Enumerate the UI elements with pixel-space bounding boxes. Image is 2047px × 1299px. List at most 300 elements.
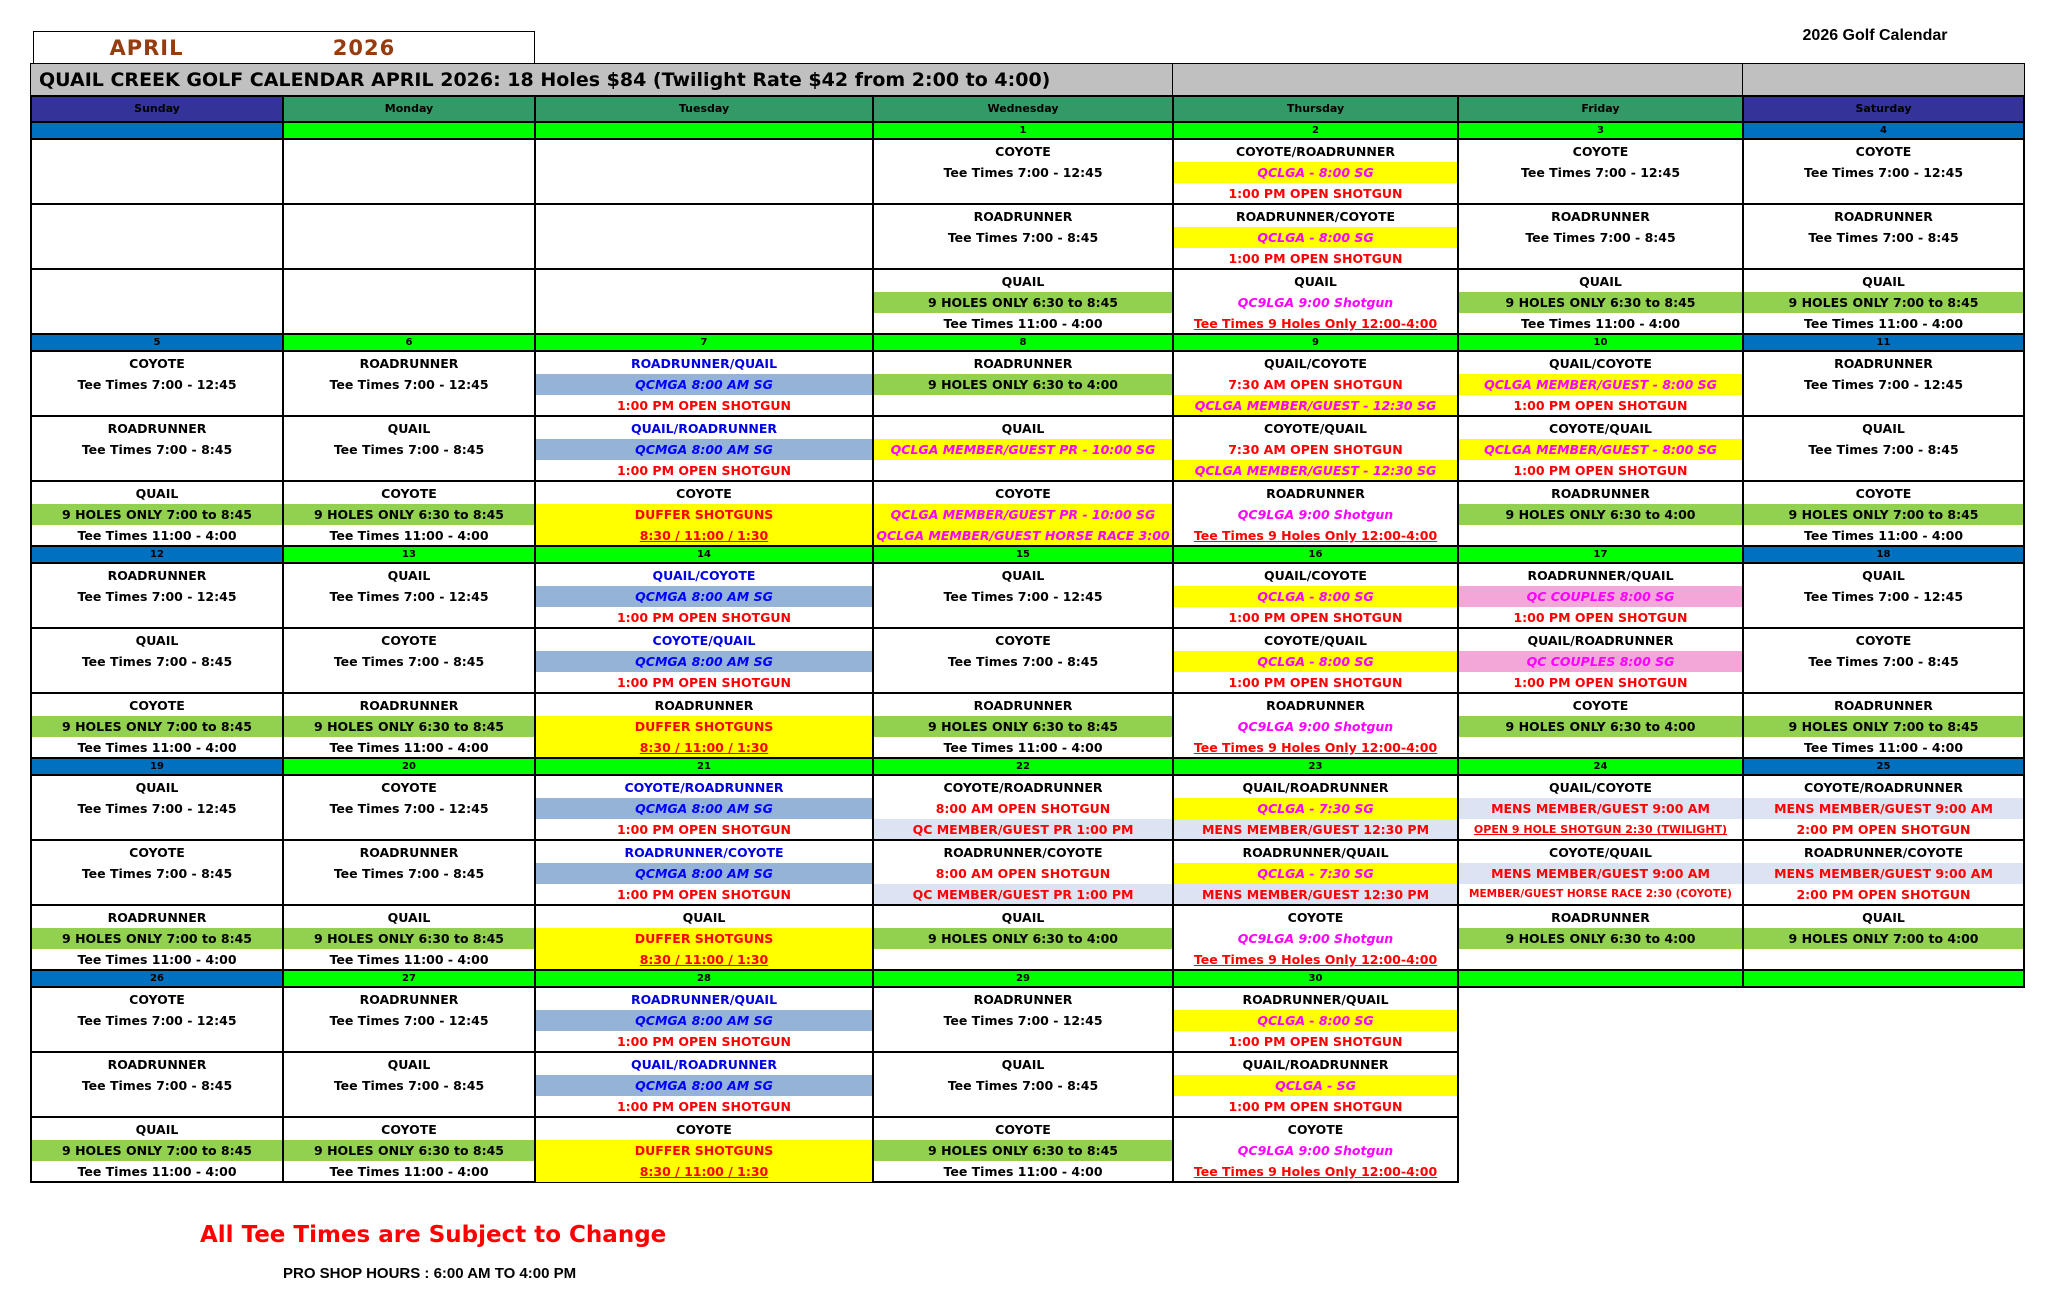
event-line: 1:00 PM OPEN SHOTGUN [1228, 186, 1403, 201]
schedule-cell [872, 480, 1174, 547]
event-line: QUAIL [1862, 274, 1905, 289]
event-line: ROADRUNNER [1551, 910, 1650, 925]
event-line: 1:00 PM OPEN SHOTGUN [1228, 251, 1403, 266]
schedule-cell [872, 839, 1174, 906]
event-line: Tee Times 7:00 - 8:45 [1525, 230, 1676, 245]
schedule-cell [534, 268, 874, 335]
event-line: QUAIL [1001, 421, 1045, 436]
schedule-cell [534, 1051, 874, 1118]
event-line: QUAIL [1001, 910, 1045, 925]
event-line: ROADRUNNER [1834, 356, 1933, 371]
event-line: ROADRUNNER [107, 910, 207, 925]
event-line: QUAIL [135, 1122, 179, 1137]
event-line: 9 HOLES ONLY 7:00 to 8:45 [32, 928, 282, 949]
event-line: 1:00 PM OPEN SHOTGUN [616, 1099, 792, 1114]
event-line: QUAIL [135, 633, 179, 648]
day-header-thursday: Thursday [1172, 95, 1459, 123]
schedule-cell [30, 839, 284, 906]
schedule-cell [534, 480, 874, 547]
schedule-cell [872, 415, 1174, 482]
event-line: QUAIL [1001, 274, 1045, 289]
event-line: QUAIL/COYOTE [652, 568, 756, 583]
event-line: ROADRUNNER [1834, 698, 1933, 713]
event-line: COYOTE/ROADRUNNER [1803, 780, 1964, 795]
event-line: QUAIL/ROADRUNNER [1527, 633, 1674, 648]
event-line: 9 HOLES ONLY 6:30 to 8:45 [874, 292, 1172, 313]
event-line: Tee Times 7:00 - 8:45 [1808, 230, 1959, 245]
schedule-cell [872, 350, 1174, 417]
schedule-cell [30, 1051, 284, 1118]
event-line: 8:30 / 11:00 / 1:30 [536, 1161, 872, 1182]
schedule-cell [30, 480, 284, 547]
schedule-cell [872, 986, 1174, 1053]
event-line: Tee Times 7:00 - 8:45 [333, 442, 485, 457]
schedule-cell [1457, 480, 1744, 547]
day-header-tuesday: Tuesday [534, 95, 874, 123]
event-line: QCMGA 8:00 AM SG [536, 586, 872, 607]
event-line: COYOTE/QUAIL [1549, 421, 1652, 436]
schedule-cell [1457, 415, 1744, 482]
schedule-cell [1457, 138, 1744, 205]
schedule-cell [282, 1051, 536, 1118]
schedule-cell [282, 138, 536, 205]
schedule-cell [30, 986, 284, 1053]
day-number: 21 [534, 757, 874, 776]
event-line: Tee Times 7:00 - 8:45 [1808, 442, 1959, 457]
event-line: QUAIL/ROADRUNNER [630, 421, 778, 436]
schedule-cell [872, 138, 1174, 205]
schedule-cell [1172, 350, 1459, 417]
event-line: QCMGA 8:00 AM SG [536, 1075, 872, 1096]
event-line: QC MEMBER/GUEST PR 1:00 PM [874, 819, 1172, 840]
event-line: Tee Times 7:00 - 12:45 [329, 801, 489, 816]
schedule-cell [872, 203, 1174, 270]
month-label: APRIL [109, 36, 184, 60]
event-line: QUAIL/COYOTE [1549, 780, 1652, 795]
schedule-cell [282, 904, 536, 971]
event-line: Tee Times 11:00 - 4:00 [329, 1164, 489, 1179]
day-number: 10 [1457, 333, 1744, 352]
day-number: 23 [1172, 757, 1459, 776]
event-line: 1:00 PM OPEN SHOTGUN [1228, 1034, 1403, 1049]
event-line: COYOTE [676, 486, 732, 501]
schedule-cell [30, 268, 284, 335]
event-line: MENS MEMBER/GUEST 9:00 AM [1744, 863, 2023, 884]
event-line: MENS MEMBER/GUEST 12:30 PM [1174, 819, 1457, 840]
event-line: COYOTE [995, 486, 1051, 501]
event-line: ROADRUNNER [107, 1057, 207, 1072]
event-line: 1:00 PM OPEN SHOTGUN [616, 822, 792, 837]
event-line: QUAIL [387, 1057, 431, 1072]
schedule-cell [1742, 268, 2025, 335]
event-line: Tee Times 9 Holes Only 12:00-4:00 [1193, 740, 1438, 755]
event-line: Tee Times 7:00 - 8:45 [81, 866, 233, 881]
schedule-cell [1742, 415, 2025, 482]
event-line: DUFFER SHOTGUNS [536, 1140, 872, 1161]
schedule-cell [30, 350, 284, 417]
schedule-cell [1742, 562, 2025, 629]
event-line: 9 HOLES ONLY 7:00 to 8:45 [1744, 292, 2023, 313]
schedule-cell [282, 480, 536, 547]
schedule-cell [1457, 562, 1744, 629]
schedule-cell [30, 562, 284, 629]
event-line: QCLGA - 8:00 SG [1174, 586, 1457, 607]
day-number: 8 [872, 333, 1174, 352]
event-line: Tee Times 11:00 - 4:00 [943, 316, 1103, 331]
day-number: 27 [282, 969, 536, 988]
event-line: MEMBER/GUEST HORSE RACE 2:30 (COYOTE) [1469, 888, 1732, 900]
event-line: QUAIL [682, 910, 726, 925]
event-line: Tee Times 7:00 - 8:45 [947, 654, 1099, 669]
event-line: Tee Times 7:00 - 12:45 [1803, 377, 1964, 392]
event-line: QUAIL/ROADRUNNER [1242, 780, 1389, 795]
event-line: QUAIL [387, 910, 431, 925]
event-line: QUAIL [1294, 274, 1337, 289]
schedule-cell [282, 692, 536, 759]
event-line: QC9LGA 9:00 Shotgun [1237, 507, 1394, 522]
event-line: Tee Times 7:00 - 12:45 [329, 589, 489, 604]
schedule-cell [30, 1116, 284, 1183]
event-line: COYOTE/ROADRUNNER [624, 780, 784, 795]
calendar-banner [30, 63, 1174, 97]
event-line: 1:00 PM OPEN SHOTGUN [616, 610, 792, 625]
schedule-cell [872, 904, 1174, 971]
event-line: 9 HOLES ONLY 6:30 to 8:45 [284, 1140, 534, 1161]
event-line: Tee Times 7:00 - 12:45 [943, 165, 1103, 180]
event-line: 9 HOLES ONLY 6:30 to 8:45 [284, 928, 534, 949]
schedule-cell [1172, 415, 1459, 482]
event-line: COYOTE [1855, 486, 1912, 501]
event-line: Tee Times 11:00 - 4:00 [1803, 316, 1964, 331]
day-header-monday: Monday [282, 95, 536, 123]
schedule-cell [1172, 138, 1459, 205]
event-line: QCLGA MEMBER/GUEST PR - 10:00 SG [874, 504, 1172, 525]
event-line: QCLGA MEMBER/GUEST - 12:30 SG [1174, 395, 1457, 416]
day-number: 5 [30, 333, 284, 352]
event-line: ROADRUNNER/COYOTE [943, 845, 1103, 860]
day-number: 16 [1172, 545, 1459, 564]
event-line: ROADRUNNER/COYOTE [1235, 209, 1396, 224]
day-number: 3 [1457, 121, 1744, 140]
event-line: QCLGA - 7:30 SG [1174, 863, 1457, 884]
day-number: 17 [1457, 545, 1744, 564]
schedule-cell [1172, 1116, 1459, 1183]
event-line: OPEN 9 HOLE SHOTGUN 2:30 (TWILIGHT) [1473, 823, 1728, 836]
schedule-cell [30, 904, 284, 971]
schedule-cell [534, 904, 874, 971]
event-line: QUAIL [1862, 910, 1905, 925]
schedule-cell [282, 562, 536, 629]
event-line: Tee Times 7:00 - 12:45 [77, 1013, 237, 1028]
day-number: 26 [30, 969, 284, 988]
event-line: QUAIL [387, 421, 431, 436]
event-line: Tee Times 7:00 - 8:45 [1808, 654, 1959, 669]
event-line: ROADRUNNER [359, 992, 459, 1007]
day-number: 18 [1742, 545, 2025, 564]
event-line: Tee Times 9 Holes Only 12:00-4:00 [1193, 316, 1438, 331]
schedule-cell [1172, 203, 1459, 270]
schedule-cell [872, 268, 1174, 335]
event-line: DUFFER SHOTGUNS [536, 716, 872, 737]
event-line: ROADRUNNER [359, 845, 459, 860]
event-line: 9 HOLES ONLY 7:00 to 8:45 [32, 504, 282, 525]
event-line: ROADRUNNER [1834, 209, 1933, 224]
event-line: ROADRUNNER [1266, 486, 1365, 501]
event-line: 8:30 / 11:00 / 1:30 [536, 949, 872, 970]
event-line: Tee Times 7:00 - 12:45 [77, 801, 237, 816]
day-number: 7 [534, 333, 874, 352]
event-line: QCLGA - 8:00 SG [1174, 1010, 1457, 1031]
event-line: QUAIL [387, 568, 431, 583]
event-line: Tee Times 7:00 - 12:45 [943, 589, 1103, 604]
day-number: 28 [534, 969, 874, 988]
event-line: QUAIL [135, 486, 179, 501]
schedule-cell [1742, 904, 2025, 971]
schedule-cell [30, 415, 284, 482]
event-line: Tee Times 11:00 - 4:00 [77, 528, 237, 543]
event-line: ROADRUNNER/QUAIL [630, 992, 778, 1007]
day-number: 30 [1172, 969, 1459, 988]
day-number: 22 [872, 757, 1174, 776]
event-line: COYOTE [381, 486, 437, 501]
event-line: ROADRUNNER [359, 698, 459, 713]
event-line: COYOTE [1855, 144, 1912, 159]
event-line: COYOTE/ROADRUNNER [943, 780, 1103, 795]
day-number: 25 [1742, 757, 2025, 776]
calendar-banner-spacer [1742, 63, 2025, 97]
event-line: QC COUPLES 8:00 SG [1459, 586, 1742, 607]
event-line: COYOTE [995, 633, 1051, 648]
event-line: COYOTE [676, 1122, 732, 1137]
schedule-cell [872, 562, 1174, 629]
schedule-cell [1457, 839, 1744, 906]
event-line: Tee Times 7:00 - 12:45 [77, 377, 237, 392]
schedule-cell [1457, 627, 1744, 694]
event-line: Tee Times 7:00 - 8:45 [333, 866, 485, 881]
event-line: ROADRUNNER [973, 209, 1073, 224]
event-line: ROADRUNNER/COYOTE [624, 845, 784, 860]
schedule-cell [1457, 774, 1744, 841]
schedule-cell [1172, 986, 1459, 1053]
day-header-saturday: Saturday [1742, 95, 2025, 123]
schedule-cell [282, 415, 536, 482]
schedule-cell [282, 203, 536, 270]
event-line: 1:00 PM OPEN SHOTGUN [1513, 463, 1688, 478]
event-line: Tee Times 7:00 - 8:45 [81, 442, 233, 457]
schedule-cell [282, 627, 536, 694]
event-line: COYOTE [1287, 1122, 1344, 1137]
event-line: Tee Times 7:00 - 12:45 [1520, 165, 1681, 180]
event-line: COYOTE [995, 1122, 1051, 1137]
calendar-banner-spacer [1172, 63, 1744, 97]
event-line: QUAIL [1001, 568, 1045, 583]
event-line: COYOTE [129, 845, 185, 860]
event-line: COYOTE [129, 356, 185, 371]
event-line: QCMGA 8:00 AM SG [536, 1010, 872, 1031]
event-line: QCLGA - SG [1174, 1075, 1457, 1096]
event-line: 9 HOLES ONLY 6:30 to 4:00 [1459, 716, 1742, 737]
day-number: 29 [872, 969, 1174, 988]
event-line: Tee Times 7:00 - 12:45 [77, 589, 237, 604]
event-line: ROADRUNNER/QUAIL [1242, 992, 1389, 1007]
event-line: QCMGA 8:00 AM SG [536, 651, 872, 672]
event-line: 9 HOLES ONLY 6:30 to 8:45 [874, 1140, 1172, 1161]
event-line: 9 HOLES ONLY 6:30 to 8:45 [874, 716, 1172, 737]
schedule-cell [1172, 562, 1459, 629]
day-header-friday: Friday [1457, 95, 1744, 123]
event-line: Tee Times 11:00 - 4:00 [77, 740, 237, 755]
event-line: DUFFER SHOTGUNS [536, 928, 872, 949]
schedule-cell [282, 1116, 536, 1183]
event-line: QUAIL [1579, 274, 1622, 289]
month-title-box [33, 31, 535, 65]
schedule-cell [30, 627, 284, 694]
event-line: COYOTE/ROADRUNNER [1235, 144, 1396, 159]
event-line: COYOTE [1287, 910, 1344, 925]
event-line: COYOTE [381, 780, 437, 795]
event-line: QUAIL/ROADRUNNER [630, 1057, 778, 1072]
event-line: ROADRUNNER/QUAIL [1242, 845, 1389, 860]
event-line: Tee Times 7:00 - 8:45 [333, 1078, 485, 1093]
event-line: COYOTE [995, 144, 1051, 159]
schedule-cell [872, 627, 1174, 694]
event-line: 8:30 / 11:00 / 1:30 [536, 737, 872, 758]
schedule-cell [534, 350, 874, 417]
schedule-cell [1742, 350, 2025, 417]
event-line: Tee Times 11:00 - 4:00 [77, 952, 237, 967]
event-line: 1:00 PM OPEN SHOTGUN [616, 398, 792, 413]
event-line: QUAIL [1862, 421, 1905, 436]
event-line: Tee Times 11:00 - 4:00 [1520, 316, 1681, 331]
day-number: 6 [282, 333, 536, 352]
event-line: QCMGA 8:00 AM SG [536, 798, 872, 819]
event-line: QCLGA MEMBER/GUEST PR - 10:00 SG [874, 439, 1172, 460]
event-line: 8:00 AM OPEN SHOTGUN [935, 801, 1111, 816]
event-line: 7:30 AM OPEN SHOTGUN [1228, 442, 1403, 457]
schedule-cell [534, 986, 874, 1053]
day-number: 1 [872, 121, 1174, 140]
event-line: QC9LGA 9:00 Shotgun [1237, 931, 1394, 946]
event-line: 1:00 PM OPEN SHOTGUN [1513, 675, 1688, 690]
schedule-cell [534, 627, 874, 694]
event-line: 9 HOLES ONLY 7:00 to 8:45 [1744, 504, 2023, 525]
schedule-cell [1172, 774, 1459, 841]
event-line: 7:30 AM OPEN SHOTGUN [1228, 377, 1403, 392]
event-line: 1:00 PM OPEN SHOTGUN [1513, 398, 1688, 413]
schedule-cell [1742, 203, 2025, 270]
event-line: Tee Times 11:00 - 4:00 [943, 740, 1103, 755]
event-line: Tee Times 7:00 - 8:45 [947, 230, 1099, 245]
calendar-banner-text: QUAIL CREEK GOLF CALENDAR APRIL 2026: 18 Holes $84 (Twilight Rate $42 from 2:00 to 4:00) [39, 69, 1051, 91]
schedule-cell [534, 1116, 874, 1183]
event-line: Tee Times 11:00 - 4:00 [943, 1164, 1103, 1179]
event-line: 1:00 PM OPEN SHOTGUN [1228, 610, 1403, 625]
event-line: COYOTE [1572, 144, 1629, 159]
event-line: COYOTE [381, 633, 437, 648]
event-line: Tee Times 11:00 - 4:00 [329, 528, 489, 543]
event-line: 2:00 PM OPEN SHOTGUN [1796, 887, 1971, 902]
schedule-cell [1457, 268, 1744, 335]
schedule-cell [534, 562, 874, 629]
event-line: 9 HOLES ONLY 7:00 to 8:45 [32, 716, 282, 737]
event-line: ROADRUNNER [973, 992, 1073, 1007]
event-line: ROADRUNNER [359, 356, 459, 371]
schedule-cell [282, 839, 536, 906]
event-line: 1:00 PM OPEN SHOTGUN [616, 1034, 792, 1049]
schedule-cell [30, 774, 284, 841]
schedule-cell [1742, 480, 2025, 547]
event-line: QUAIL/COYOTE [1264, 356, 1367, 371]
schedule-cell [30, 138, 284, 205]
event-line: Tee Times 7:00 - 8:45 [947, 1078, 1099, 1093]
event-line: ROADRUNNER [1266, 698, 1365, 713]
event-line: 9 HOLES ONLY 6:30 to 8:45 [284, 504, 534, 525]
schedule-cell [534, 692, 874, 759]
event-line: Tee Times 7:00 - 12:45 [1803, 165, 1964, 180]
event-line: ROADRUNNER/QUAIL [630, 356, 778, 371]
event-line: Tee Times 7:00 - 12:45 [1803, 589, 1964, 604]
schedule-cell [1457, 350, 1744, 417]
schedule-cell [282, 774, 536, 841]
event-line: QC9LGA 9:00 Shotgun [1237, 719, 1394, 734]
event-line: QCMGA 8:00 AM SG [536, 439, 872, 460]
event-line: Tee Times 11:00 - 4:00 [329, 952, 489, 967]
schedule-cell [30, 203, 284, 270]
schedule-cell [534, 415, 874, 482]
event-line: QUAIL/ROADRUNNER [1242, 1057, 1389, 1072]
event-line: Tee Times 11:00 - 4:00 [77, 1164, 237, 1179]
schedule-cell [1172, 268, 1459, 335]
event-line: QUAIL [1001, 1057, 1045, 1072]
day-number: 24 [1457, 757, 1744, 776]
event-line: ROADRUNNER [1551, 486, 1650, 501]
event-line: COYOTE [1855, 633, 1912, 648]
event-line: DUFFER SHOTGUNS [536, 504, 872, 525]
schedule-cell [30, 692, 284, 759]
schedule-cell [534, 839, 874, 906]
event-line: COYOTE [381, 1122, 437, 1137]
schedule-cell [872, 692, 1174, 759]
event-line: 9 HOLES ONLY 6:30 to 4:00 [1459, 504, 1742, 525]
event-line: Tee Times 9 Holes Only 12:00-4:00 [1193, 528, 1438, 543]
event-line: QC9LGA 9:00 Shotgun [1237, 1143, 1394, 1158]
schedule-cell [1457, 904, 1744, 971]
schedule-cell [534, 138, 874, 205]
event-line: ROADRUNNER [1551, 209, 1650, 224]
event-line: QUAIL [135, 780, 179, 795]
event-line: QUAIL [1862, 568, 1905, 583]
event-line: QC MEMBER/GUEST PR 1:00 PM [874, 884, 1172, 905]
day-number: 11 [1742, 333, 2025, 352]
event-line: 1:00 PM OPEN SHOTGUN [616, 887, 792, 902]
event-line: MENS MEMBER/GUEST 9:00 AM [1459, 863, 1742, 884]
event-line: COYOTE [129, 992, 185, 1007]
event-line: QUAIL/COYOTE [1549, 356, 1652, 371]
event-line: 9 HOLES ONLY 7:00 to 4:00 [1744, 928, 2023, 949]
day-number [1742, 969, 2025, 988]
schedule-cell [1172, 1051, 1459, 1118]
schedule-cell [534, 203, 874, 270]
day-number [1457, 969, 1744, 988]
event-line: 1:00 PM OPEN SHOTGUN [1513, 610, 1688, 625]
day-number: 2 [1172, 121, 1459, 140]
event-line: ROADRUNNER/QUAIL [1527, 568, 1674, 583]
day-number: 15 [872, 545, 1174, 564]
event-line: QUAIL/COYOTE [1264, 568, 1367, 583]
event-line: MENS MEMBER/GUEST 12:30 PM [1174, 884, 1457, 905]
schedule-cell [1742, 774, 2025, 841]
event-line: Tee Times 7:00 - 12:45 [943, 1013, 1103, 1028]
